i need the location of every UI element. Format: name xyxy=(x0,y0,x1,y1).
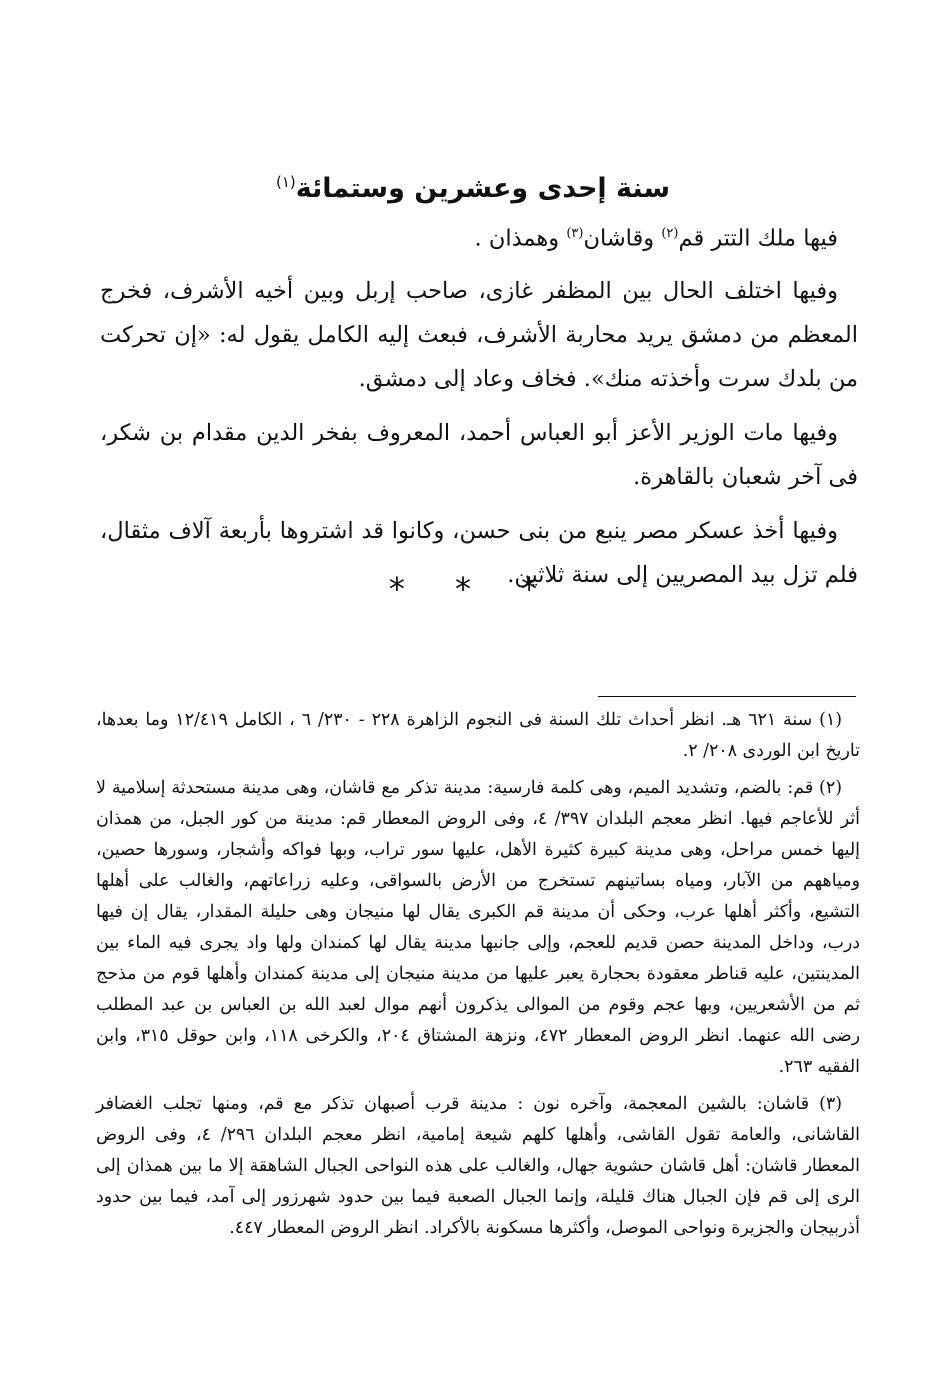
footnote-ref-2: (٢) xyxy=(661,226,679,241)
p1-text-2: وقاشان xyxy=(583,225,662,252)
heading-footnote-ref: (١) xyxy=(275,173,296,191)
footnote-2: (٢) قم: بالضم، وتشديد الميم، وهى كلمة فارسية: مدينة تذكر مع قاشان، وهى مدينة مستحدثة إسلامية لا أثر للأعاجم فيها. انظر معجم البلدان ٣٩٧/ ٤، وفى الروض المعطار قم: مدينة من كور الجبل، من همذان إليها خمس مراحل، وهى مدينة كبيرة كثيرة الأهل، عليها سور تراب، وبها فواكه وأشجار، وسورها حصين، ومياههم من الآبار، ومياه بساتينهم تستخرج من الأرض بالسواقى، وعليه زراعاتهم، والغالب على أهلها التشيع، وأكثر أهلها عرب، وحكى أن مدينة قم الكبرى يقال لها منيجان وهى حليلة المقدار، يقال إن فيها درب، وداخل المدينة حصن قديم للعجم، وإلى جانبها مدينة يقال لها كمندان ولها واد يجرى فيه الماء بين المدينتين، عليه قناطر معقودة بحجارة يعبر عليها من مدينة منيجان إلى مدينة كمندان وأهلها قوم من مذحج ثم من الأشعريين، وبها عجم وقوم من الموالى يذكرون أنهم موال لعبد الله بن العباس بن عبد المطلب رضى الله عنهما. انظر الروض المعطار ٤٧٢، ونزهة المشتاق ٢٠٤، والكرخى ١١٨، وابن حوقل ٣١٥، وابن الفقيه ٢٦٣. xyxy=(96,778,861,1077)
paragraph-3: وفيها مات الوزير الأعز أبو العباس أحمد، المعروف بفخر الدين مقدام بن شكر، فى آخر شعبان بالقاهرة. xyxy=(100,419,858,490)
section-heading xyxy=(0,160,946,211)
p1-text-3: وهمذان . xyxy=(474,225,567,252)
paragraph-1 xyxy=(100,212,858,261)
p1-text-1: فيها ملك التتر قم xyxy=(678,225,838,252)
main-text xyxy=(100,212,858,607)
footnote-3: (٣) قاشان: بالشين المعجمة، وآخره نون : مدينة قرب أصبهان تذكر مع قم، ومنها تجلب الغضافر القاشانى، والعامة تقول القاشى، وأهلها كلهم شيعة إمامية، انظر معجم البلدان ٢٩٦/ ٤، وفى الروض المعطار قاشان: أهل قاشان حشوية جهال، والغالب على هذه النواحى الجبال الشاهقة إلا ما بين همذان إلى الرى إلى قم فإن الجبال هناك قليلة، وإنما الجبال الصعبة فيما بين حدود شهرزور إلى آمد، فيما بين حدود أذربيجان والجزيرة ونواحى الموصل، وأكثرها مسكونة بالأكراد. انظر الروض المعطار ٤٤٧. xyxy=(96,1094,860,1238)
paragraph-2: وفيها اختلف الحال بين المظفر غازى، صاحب إربل وبين أخيه الأشرف، فخرج المعظم من دمشق يريد محاربة الأشرف، فبعث إليه الكامل يقول له: «إن تحركت من بلدك سرت وأخذته منك». فخاف وعاد إلى دمشق. xyxy=(100,277,858,392)
footnote-rule xyxy=(598,696,856,697)
footnote-ref-3: (٣) xyxy=(566,226,584,241)
section-separator: * * * xyxy=(388,570,558,608)
paragraph-4: وفيها أخذ عسكر مصر ينبع من بنى حسن، وكانوا قد اشتروها بأربعة آلاف مثقال، فلم تزل بيد المصريين إلى سنة ثلاثين. xyxy=(100,517,858,588)
heading-title: سنة إحدى وعشرين وستمائة xyxy=(295,173,671,204)
footnote-1: (١) سنة ٦٢١ هـ. انظر أحداث تلك السنة فى النجوم الزاهرة ٢٢٨ - ٢٣٠/ ٦ ، الكامل ١٢/٤١٩ وما بعدها، تاريخ ابن الوردى ٢٠٨/ ٢. xyxy=(96,710,860,761)
footnotes xyxy=(96,705,860,1250)
